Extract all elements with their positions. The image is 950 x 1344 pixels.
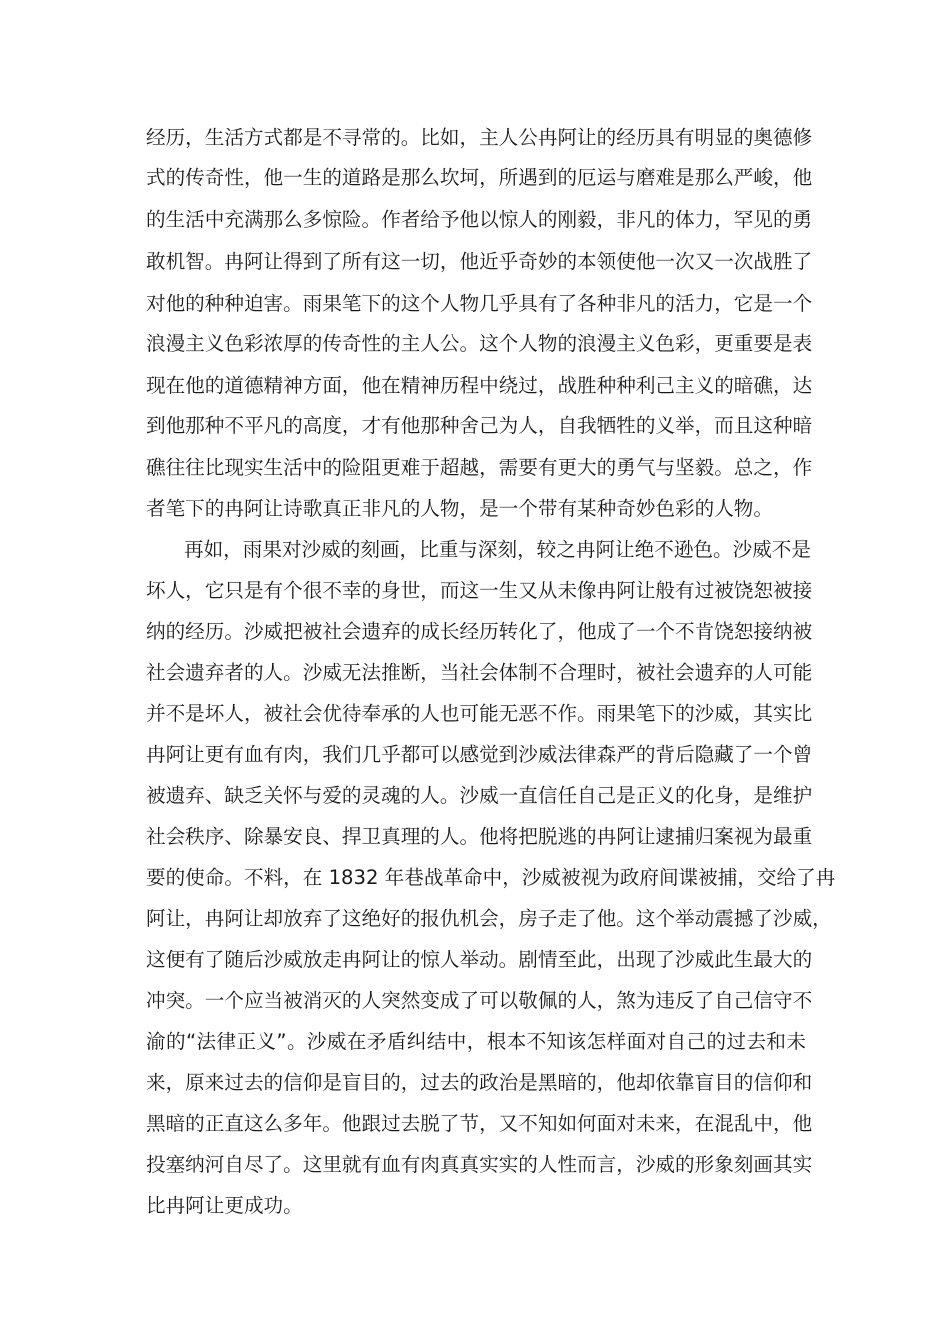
text-line: 渝的“法律正义”。沙威在矛盾纠结中，根本不知该怎样面对自己的过去和未 [146, 1030, 806, 1053]
text-line: 坏人，它只是有个很不幸的身世，而这一生又从未像冉阿让般有过被饶恕被接 [146, 579, 813, 602]
text-line: 浪漫主义色彩浓厚的传奇性的主人公。这个人物的浪漫主义色彩，更重要是表 [146, 332, 813, 355]
text-line: 者笔下的冉阿让诗歌真正非凡的人物，是一个带有某种奇妙色彩的人物。 [146, 497, 773, 520]
text-line: 现在他的道德精神方面，他在精神历程中绕过，战胜种种利己主义的暗礁，达 [146, 374, 813, 397]
text-line: 对他的种种迫害。雨果笔下的这个人物几乎具有了各种非凡的活力，它是一个 [146, 292, 813, 315]
text-line: 社会遗弃者的人。沙威无法推断，当社会体制不合理时，被社会遗弃的人可能 [146, 661, 813, 684]
text-line: 要的使命。不料，在 1832 年巷战革命中，沙威被视为政府间谍被捕，交给了冉 [146, 866, 836, 889]
text-line: 的生活中充满那么多惊险。作者给予他以惊人的刚毅，非凡的体力，罕见的勇 [146, 208, 813, 231]
text-line: 并不是坏人，被社会优待奉承的人也可能无恶不作。雨果笔下的沙威，其实比 [146, 702, 813, 725]
text-line: 被遗弃、缺乏关怀与爱的灵魂的人。沙威一直信任自己是正义的化身，是维护 [146, 784, 813, 807]
text-line: 阿让，冉阿让却放弃了这绝好的报仇机会，房子走了他。这个举动震撼了沙威， [146, 907, 832, 930]
text-line: 冲突。一个应当被消灭的人突然变成了可以敬佩的人，煞为违反了自己信守不 [146, 989, 813, 1012]
text-line: 经历，生活方式都是不寻常的。比如，主人公冉阿让的经历具有明显的奥德修 [146, 126, 813, 149]
text-line: 这便有了随后沙威放走冉阿让的惊人举动。剧情至此，出现了沙威此生最大的 [146, 948, 813, 971]
text-line: 到他那种不平凡的高度，才有他那种舍己为人，自我牺牲的义举，而且这种暗 [146, 414, 813, 437]
text-line: 冉阿让更有血有肉，我们几乎都可以感觉到沙威法律森严的背后隐藏了一个曾 [146, 743, 813, 766]
text-line: 式的传奇性，他一生的道路是那么坎坷，所遇到的厄运与磨难是那么严峻，他 [146, 166, 813, 189]
text-line: 礁往往比现实生活中的险阻更难于超越，需要有更大的勇气与坚毅。总之，作 [146, 456, 813, 479]
text-line: 社会秩序、除暴安良、捍卫真理的人。他将把脱逃的冉阿让逮捕归案视为最重 [146, 825, 813, 848]
text-line: 纳的经历。沙威把被社会遗弃的成长经历转化了，他成了一个不肯饶恕接纳被 [146, 620, 813, 643]
text-line: 再如，雨果对沙威的刻画，比重与深刻，较之冉阿让绝不逊色。沙威不是 [184, 538, 811, 561]
text-line: 来，原来过去的信仰是盲目的，过去的政治是黑暗的，他却依靠盲目的信仰和 [146, 1071, 813, 1094]
text-line: 黑暗的正直这么多年。他跟过去脱了节，又不知如何面对未来，在混乱中，他 [146, 1112, 813, 1135]
text-line: 敢机智。冉阿让得到了所有这一切，他近乎奇妙的本领使他一次又一次战胜了 [146, 250, 813, 273]
text-line: 投塞纳河自尽了。这里就有血有肉真真实实的人性而言，沙威的形象刻画其实 [146, 1153, 813, 1176]
text-line: 比冉阿让更成功。 [146, 1194, 303, 1217]
